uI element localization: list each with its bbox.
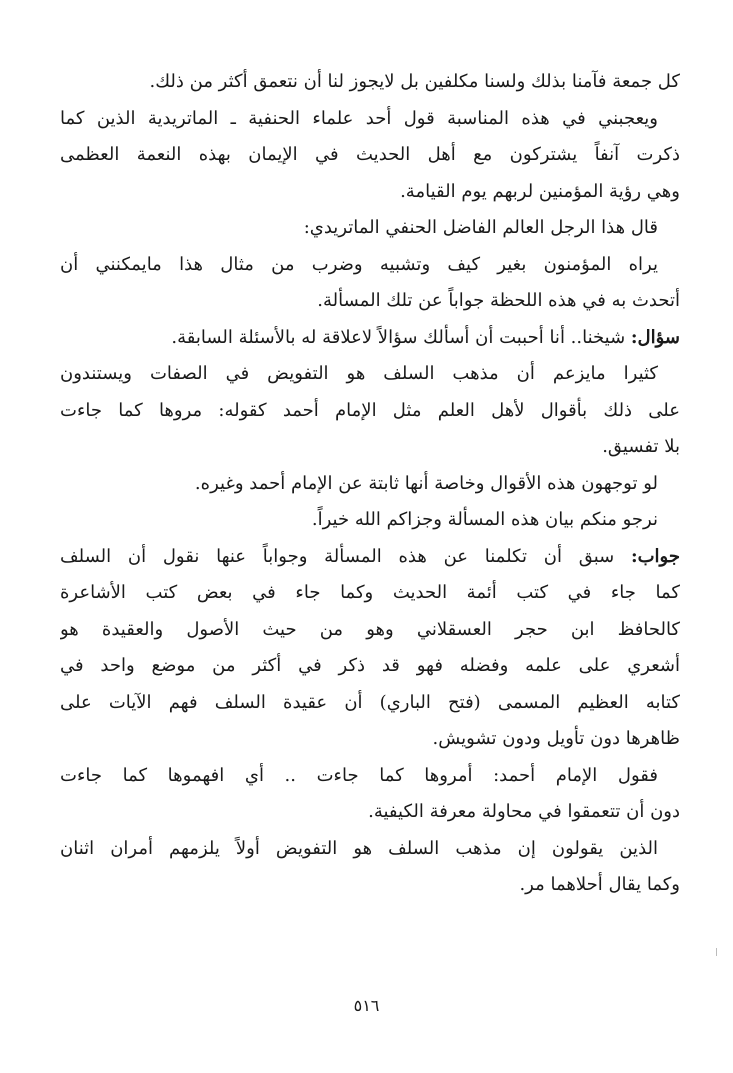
line-text: على ذلك بأقوال لأهل العلم مثل الإمام أحمد كقوله: مروها كما جاءت (60, 399, 680, 421)
qa-label: جواب: (630, 545, 680, 567)
qa-label: سؤال: (630, 326, 680, 348)
line-text: كالحافظ ابن حجر العسقلاني وهو من حيث الأصول والعقيدة هو (60, 618, 680, 640)
text-line (60, 101, 680, 138)
line-text: ظاهرها دون تأويل ودون تشويش. (432, 728, 680, 749)
line-text: كتابه العظيم المسمى (فتح الباري) أن عقيدة السلف فهم الآيات على (60, 691, 680, 713)
body-text (60, 64, 680, 904)
text-line (60, 721, 680, 758)
text-line (60, 247, 680, 284)
line-text: يراه المؤمنون بغير كيف وتشبيه وضرب من مثال هذا مايمكنني أن (60, 253, 658, 275)
line-text: بلا تفسيق. (602, 436, 680, 457)
line-text: ويعجبني في هذه المناسبة قول أحد علماء الحنفية ـ الماتريدية الذين كما (60, 107, 658, 129)
line-text: فقول الإمام أحمد: أمروها كما جاءت .. أي افهموها كما جاءت (60, 764, 658, 786)
line-text: كثيرا مايزعم أن مذهب السلف هو التفويض في الصفات ويستندون (60, 363, 658, 384)
line-text: نرجو منكم بيان هذه المسألة وجزاكم الله خيراً. (311, 509, 658, 530)
text-line (60, 174, 680, 211)
text-line (60, 867, 680, 904)
text-line (60, 575, 680, 612)
text-line (60, 502, 680, 539)
line-text: وكما يقال أحلاهما مر. (519, 874, 680, 895)
text-line (60, 685, 680, 722)
text-line (60, 210, 680, 247)
text-line (60, 466, 680, 503)
text-line (60, 612, 680, 649)
page-number: ٥١٦ (353, 996, 380, 1015)
text-line (60, 137, 680, 174)
line-text: سبق أن تكلمنا عن هذه المسألة وجواباً عنها نقول أن السلف (60, 545, 631, 567)
text-line (60, 320, 680, 357)
line-text: وهي رؤية المؤمنين لربهم يوم القيامة. (400, 180, 680, 202)
line-text: كل جمعة فآمنا بذلك ولسنا مكلفين بل لايجوز لنا أن نتعمق أكثر من ذلك. (149, 71, 680, 92)
text-line (60, 794, 680, 831)
scan-edge-mark (716, 948, 717, 956)
text-line (60, 429, 680, 466)
text-line (60, 393, 680, 430)
line-text: أشعري على علمه وفضله فهو قد ذكر في أكثر من موضع واحد في (60, 655, 680, 676)
text-line (60, 539, 680, 576)
text-line (60, 356, 680, 393)
line-text: دون أن تتعمقوا في محاولة معرفة الكيفية. (368, 801, 680, 822)
line-text: كما جاء في كتب أئمة الحديث وكما جاء في بعض كتب الأشاعرة (60, 582, 680, 603)
text-line (60, 283, 680, 320)
text-line (60, 64, 680, 101)
line-text: لو توجهون هذه الأقوال وخاصة أنها ثابتة عن الإمام أحمد وغيره. (194, 472, 658, 494)
line-text: الذين يقولون إن مذهب السلف هو التفويض أولاً يلزمهم أمران اثنان (60, 837, 658, 859)
text-line (60, 831, 680, 868)
line-text: ذكرت آنفاً يشتركون مع أهل الحديث في الإيمان بهذه النعمة العظمى (60, 144, 680, 165)
text-line (60, 648, 680, 685)
text-line (60, 758, 680, 795)
line-text: أتحدث به في هذه اللحظة جواباً عن تلك المسألة. (317, 290, 680, 311)
line-text: قال هذا الرجل العالم الفاضل الحنفي الماتريدي: (303, 217, 658, 238)
line-text: شيخنا.. أنا أحببت أن أسألك سؤالاً لاعلاقة له بالأسئلة السابقة. (171, 326, 631, 348)
